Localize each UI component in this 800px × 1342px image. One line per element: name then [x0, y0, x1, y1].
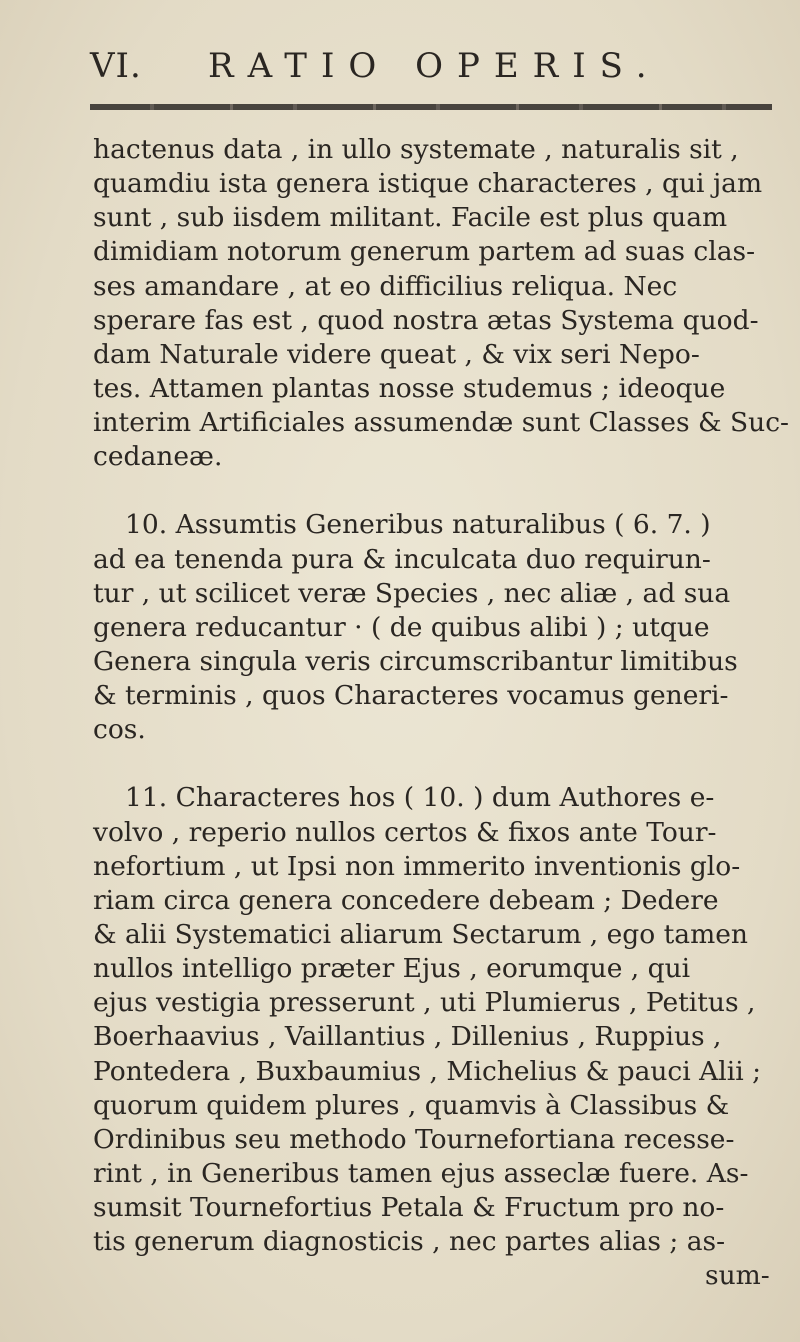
- catchword: sum-: [705, 1260, 770, 1292]
- paragraph: [93, 133, 790, 474]
- text-line: 10. Assumtis Generibus naturalibus ( 6. 7. ): [125, 509, 711, 541]
- text-line: cos.: [93, 714, 146, 746]
- text-line: ad ea tenenda pura & inculcata duo requirun-: [93, 543, 711, 575]
- text-line: sperare fas est , quod nostra ætas Systema quod-: [93, 304, 759, 336]
- text-line: quorum quidem plures , quamvis à Classibus &: [93, 1089, 730, 1121]
- text-line: sunt , sub iisdem militant. Facile est plus quam: [93, 202, 728, 234]
- text-line: Genera singula veris circumscribantur limitibus: [93, 645, 738, 677]
- text-line: interim Artificiales assumendæ sunt Classes & Suc-: [93, 407, 790, 439]
- paragraph: [93, 508, 785, 747]
- text-line: Boerhaavius , Vaillantius , Dillenius , Ruppius ,: [93, 1021, 722, 1053]
- text-line: ses amandare , at eo difficilius reliqua. Nec: [93, 270, 678, 302]
- paragraph-gap: [93, 474, 785, 508]
- page-header: [90, 40, 710, 90]
- text-line: tes. Attamen plantas nosse studemus ; ideoque: [93, 372, 726, 404]
- text-line: rint , in Generibus tamen ejus asseclæ fuere. As-: [93, 1157, 749, 1189]
- text-line: & terminis , quos Characteres vocamus generi-: [93, 680, 729, 712]
- text-line: ejus vestigia presserunt , uti Plumierus , Petitus ,: [93, 987, 756, 1019]
- text-line: 11. Characteres hos ( 10. ) dum Authores e-: [125, 782, 715, 814]
- text-line: sumsit Tournefortius Petala & Fructum pro no-: [93, 1192, 725, 1224]
- header-rule: [90, 104, 772, 110]
- text-line: genera reducantur · ( de quibus alibi ) ; utque: [93, 611, 710, 643]
- text-line: dimidiam notorum generum partem ad suas clas-: [93, 236, 756, 268]
- text-line: cedaneæ.: [93, 441, 223, 473]
- paragraph-gap: [93, 747, 785, 781]
- text-line: tur , ut scilicet veræ Species , nec aliæ , ad sua: [93, 577, 731, 609]
- paragraph: [93, 781, 785, 1259]
- page-number: VI.: [90, 46, 142, 86]
- text-line: quamdiu ista genera istique characteres , qui jam: [93, 168, 763, 200]
- text-line: volvo , reperio nullos certos & fixos ante Tour-: [93, 816, 717, 848]
- text-body: [93, 133, 790, 1294]
- running-title: RATIO OPERIS.: [208, 46, 661, 86]
- text-line: & alii Systematici aliarum Sectarum , ego tamen: [93, 918, 748, 950]
- text-line: hactenus data , in ullo systemate , naturalis sit ,: [93, 134, 739, 165]
- text-line: riam circa genera concedere debeam ; Dedere: [93, 884, 719, 916]
- text-line: nefortium , ut Ipsi non immerito inventionis glo-: [93, 850, 741, 882]
- text-line: Pontedera , Buxbaumius , Michelius & pauci Alii ;: [93, 1055, 762, 1087]
- text-line: dam Naturale videre queat , & vix seri Nepo-: [93, 338, 700, 370]
- text-line: nullos intelligo præter Ejus , eorumque , qui: [93, 953, 691, 985]
- text-line: tis generum diagnosticis , nec partes alias ; as-: [93, 1226, 726, 1258]
- text-line: Ordinibus seu methodo Tournefortiana recesse-: [93, 1123, 735, 1155]
